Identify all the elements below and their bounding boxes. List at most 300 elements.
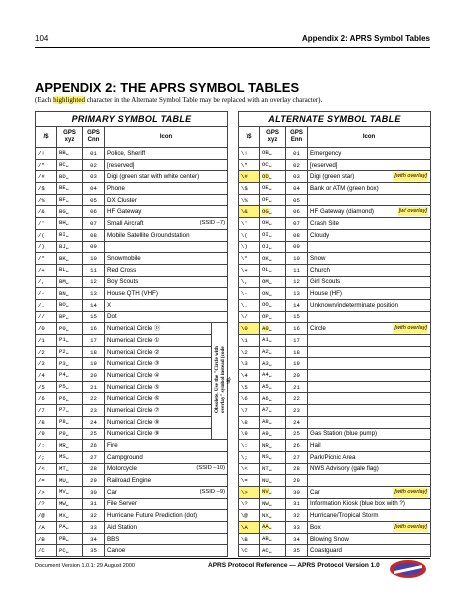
table-row — [36, 218, 228, 230]
table-row — [36, 229, 228, 241]
symbol-code: /( — [36, 229, 57, 241]
symbol-code: \, — [239, 276, 260, 288]
subtitle-post: character in the Alternate Symbol Table may be replaced with an overlay character). — [84, 96, 323, 104]
space-marker: ␣ — [268, 525, 272, 531]
space-marker: ␣ — [65, 268, 69, 274]
gps-xyz-code — [57, 171, 83, 183]
gps-enn-code: 16 — [286, 323, 308, 335]
gps-xyz-code — [260, 475, 286, 487]
space-marker: ␣ — [268, 244, 272, 250]
gps-xyz-value: OB — [262, 149, 269, 157]
icon-description — [105, 194, 228, 206]
gps-enn-code: 08 — [286, 229, 308, 241]
symbol-code: \" — [239, 159, 260, 171]
space-marker: ␣ — [65, 396, 69, 402]
icon-label: BBS — [107, 535, 120, 543]
gps-enn-code: 12 — [286, 276, 308, 288]
table-row — [239, 486, 431, 498]
table-row — [239, 416, 431, 428]
table-row — [239, 393, 431, 405]
gps-cnn-code: 21 — [83, 381, 105, 393]
gps-xyz-code — [57, 451, 83, 463]
symbol-code: /* — [36, 253, 57, 265]
icon-description — [105, 475, 228, 487]
gps-enn-code: 06 — [286, 206, 308, 218]
icon-label: X — [107, 301, 112, 309]
icon-description — [308, 194, 431, 206]
gps-xyz-value: NW — [262, 499, 269, 507]
gps-xyz-code — [260, 311, 286, 323]
symbol-code: /1 — [36, 335, 57, 347]
symbol-code: \' — [239, 218, 260, 230]
space-marker: ␣ — [268, 186, 272, 192]
icon-description — [308, 545, 431, 557]
icon-label: Numerical Circle ③ — [107, 360, 160, 368]
space-marker: ␣ — [268, 548, 272, 554]
table-row — [36, 148, 228, 160]
gps-enn-code: 01 — [286, 148, 308, 160]
appendix-subtitle — [35, 96, 322, 104]
space-marker: ␣ — [268, 478, 272, 484]
symbol-code: \C — [239, 545, 260, 557]
footer-reference: APRS Protocol Reference — APRS Protocol Version 1.0 — [208, 562, 380, 569]
table-row — [36, 463, 228, 475]
symbol-code: /$ — [36, 183, 57, 195]
subtitle-pre: (Each — [35, 96, 54, 104]
table-row — [36, 393, 228, 405]
table-row — [36, 498, 228, 510]
gps-enn-code: 02 — [286, 159, 308, 171]
gps-cnn-code: 02 — [83, 159, 105, 171]
gps-xyz-value: A9 — [262, 429, 269, 437]
gps-xyz-code — [57, 522, 83, 534]
space-marker: ␣ — [65, 338, 69, 344]
symbol-code: \5 — [239, 381, 260, 393]
symbol-code: \1 — [239, 335, 260, 347]
space-marker: ␣ — [268, 373, 272, 379]
icon-ssid: (SSID –7) — [199, 219, 226, 226]
icon-description — [308, 498, 431, 510]
icon-label: Cloudy — [310, 231, 330, 239]
gps-xyz-value: OI — [262, 231, 269, 239]
space-marker: ␣ — [268, 537, 272, 543]
symbol-code: /@ — [36, 510, 57, 522]
space-marker: ␣ — [268, 443, 272, 449]
gps-xyz-value: BN — [59, 289, 66, 297]
space-marker: ␣ — [268, 501, 272, 507]
icon-label: Hurricane Future Prediction (dot) — [107, 512, 198, 520]
icon-description — [308, 533, 431, 545]
gps-enn-code: 15 — [286, 311, 308, 323]
icon-label: Railroad Engine — [107, 477, 152, 485]
table-row — [239, 311, 431, 323]
table-row — [239, 370, 431, 382]
icon-description — [105, 241, 228, 253]
gps-xyz-value: OG — [262, 207, 269, 215]
symbol-code: \@ — [239, 510, 260, 522]
icon-description — [308, 253, 431, 265]
icon-label: Car — [107, 488, 117, 496]
icon-description — [105, 405, 212, 417]
space-marker: ␣ — [65, 209, 69, 215]
gps-xyz-value: OJ — [262, 242, 269, 250]
space-marker: ␣ — [65, 525, 69, 531]
header-rule — [35, 47, 430, 48]
icon-label: Box — [310, 523, 321, 531]
symbol-code: \? — [239, 498, 260, 510]
table-row — [36, 299, 228, 311]
gps-enn-code: 04 — [286, 183, 308, 195]
icon-label: Mobile Satellite Groundstation — [107, 231, 190, 239]
icon-label: Gas Station (blue pump) — [310, 430, 378, 438]
overlay-tag: [with overlay] — [394, 325, 427, 332]
symbol-code: \0 — [239, 323, 260, 335]
gps-cnn-code: 18 — [83, 346, 105, 358]
table-row — [239, 346, 431, 358]
gps-cnn-code: 03 — [83, 171, 105, 183]
table-row — [239, 206, 431, 218]
gps-enn-code: 25 — [286, 428, 308, 440]
gps-xyz-value: OL — [262, 266, 269, 274]
gps-xyz-code — [57, 311, 83, 323]
gps-xyz-code — [57, 194, 83, 206]
space-marker: ␣ — [65, 350, 69, 356]
space-marker: ␣ — [65, 314, 69, 320]
symbol-code: \( — [239, 229, 260, 241]
gps-xyz-code — [260, 451, 286, 463]
symbol-code: \2 — [239, 346, 260, 358]
icon-label: Numerical Circle ⑤ — [107, 383, 160, 391]
icon-label: Hurricane/Tropical Storm — [310, 512, 379, 520]
table-row — [36, 428, 228, 440]
symbol-code: /% — [36, 194, 57, 206]
gps-xyz-value: NU — [262, 476, 269, 484]
gps-xyz-value: A6 — [262, 394, 269, 402]
gps-cnn-code: 20 — [83, 370, 105, 382]
gps-xyz-code — [260, 229, 286, 241]
gps-xyz-code — [57, 276, 83, 288]
page-header — [35, 34, 430, 46]
gps-xyz-value: P8 — [59, 418, 66, 426]
gps-xyz-code — [57, 299, 83, 311]
icon-description — [308, 370, 431, 382]
table-row — [36, 311, 228, 323]
symbol-code: /& — [36, 206, 57, 218]
symbol-code: \$ — [239, 183, 260, 195]
icon-label: Numerical Circle ⑦ — [107, 406, 160, 414]
gps-enn-code: 35 — [286, 545, 308, 557]
table-row — [36, 545, 228, 557]
icon-label: Campground — [107, 453, 143, 461]
table-row — [239, 451, 431, 463]
gps-xyz-value: OF — [262, 196, 269, 204]
page-number: 104 — [35, 34, 49, 43]
gps-enn-code: 31 — [286, 498, 308, 510]
gps-xyz-code — [57, 405, 83, 417]
table-row — [239, 229, 431, 241]
gps-cnn-code: 17 — [83, 335, 105, 347]
gps-enn-code: 18 — [286, 346, 308, 358]
gps-xyz-code — [260, 183, 286, 195]
symbol-code: /" — [36, 159, 57, 171]
gps-enn-code: 11 — [286, 264, 308, 276]
gps-xyz-code — [260, 463, 286, 475]
icon-label: Numerical Circle ② — [107, 348, 160, 356]
gps-cnn-code: 15 — [83, 311, 105, 323]
gps-xyz-value: A8 — [262, 418, 269, 426]
space-marker: ␣ — [268, 256, 272, 262]
gps-xyz-value: A7 — [262, 406, 269, 414]
table-row — [36, 440, 228, 452]
icon-description — [308, 276, 431, 288]
icon-description — [308, 393, 431, 405]
gps-xyz-code — [260, 522, 286, 534]
icon-description — [308, 288, 431, 300]
symbol-code: \% — [239, 194, 260, 206]
icon-label: Numerical Circle ⓪ — [107, 325, 161, 333]
gps-xyz-code — [260, 440, 286, 452]
space-marker: ␣ — [268, 338, 272, 344]
icon-description — [105, 428, 212, 440]
space-marker: ␣ — [65, 198, 69, 204]
gps-enn-code: 09 — [286, 241, 308, 253]
icon-label: NWS Advisory (gale flag) — [310, 465, 379, 473]
gps-xyz-value: OM — [262, 277, 269, 285]
icon-label: House (HF) — [310, 290, 342, 298]
icon-description — [308, 463, 431, 475]
table-row — [239, 264, 431, 276]
gps-cnn-code: 05 — [83, 194, 105, 206]
icon-label: Small Aircraft — [107, 219, 144, 227]
table-row — [239, 253, 431, 265]
gps-xyz-code — [57, 545, 83, 557]
gps-xyz-value: MT — [59, 464, 66, 472]
table-row — [239, 159, 431, 171]
symbol-code: /0 — [36, 323, 57, 335]
gps-xyz-code — [260, 218, 286, 230]
gps-xyz-value: A5 — [262, 383, 269, 391]
table-row — [36, 323, 228, 335]
icon-description — [105, 346, 212, 358]
gps-cnn-code: 14 — [83, 299, 105, 311]
space-marker: ␣ — [65, 233, 69, 239]
icon-description — [105, 183, 228, 195]
table-row — [36, 264, 228, 276]
gps-enn-code: 03 — [286, 171, 308, 183]
gps-cnn-code: 11 — [83, 264, 105, 276]
icon-description — [105, 522, 228, 534]
icon-label: Fire — [107, 442, 118, 450]
symbol-code: /, — [36, 276, 57, 288]
gps-xyz-value: A4 — [262, 371, 269, 379]
space-marker: ␣ — [65, 490, 69, 496]
icon-description — [105, 463, 228, 475]
overlay-tag: [with overlay] — [394, 173, 427, 180]
space-marker: ␣ — [268, 291, 272, 297]
table-row — [36, 241, 228, 253]
space-marker: ␣ — [268, 279, 272, 285]
space-marker: ␣ — [268, 361, 272, 367]
icon-description — [308, 405, 431, 417]
gps-xyz-code — [57, 253, 83, 265]
table-row — [239, 323, 431, 335]
icon-label: Emergency — [310, 149, 342, 157]
symbol-code: \4 — [239, 370, 260, 382]
gps-enn-code: 17 — [286, 335, 308, 347]
table-row — [36, 416, 228, 428]
gps-cnn-code: 04 — [83, 183, 105, 195]
symbol-code: \3 — [239, 358, 260, 370]
gps-xyz-code — [57, 416, 83, 428]
icon-description — [308, 381, 431, 393]
symbol-code: \/ — [239, 311, 260, 323]
gps-xyz-code — [57, 241, 83, 253]
symbol-code: /2 — [36, 346, 57, 358]
symbol-code: /? — [36, 498, 57, 510]
icon-label: Blowing Snow — [310, 535, 349, 543]
icon-description — [105, 218, 228, 230]
symbol-code: /! — [36, 148, 57, 160]
table-row — [239, 288, 431, 300]
gps-xyz-code — [57, 440, 83, 452]
icon-label: Park/Picnic Area — [310, 453, 356, 461]
table-row — [36, 370, 228, 382]
gps-xyz-code — [57, 218, 83, 230]
gps-enn-code: 14 — [286, 299, 308, 311]
gps-cnn-code: 12 — [83, 276, 105, 288]
gps-cnn-code: 33 — [83, 522, 105, 534]
icon-label: [reserved] — [310, 161, 338, 169]
footer-rule — [35, 558, 430, 559]
table-row — [239, 276, 431, 288]
symbol-code: /< — [36, 463, 57, 475]
primary-col-xyz: GPS xyz — [57, 127, 83, 148]
gps-xyz-value: BP — [59, 312, 66, 320]
gps-xyz-value: P3 — [59, 359, 66, 367]
primary-col-cnn: GPS Cnn — [83, 127, 105, 148]
table-row — [36, 358, 228, 370]
gps-xyz-value: AB — [262, 535, 269, 543]
space-marker: ␣ — [268, 431, 272, 437]
icon-label: HF Gateway (diamond) — [310, 208, 374, 216]
gps-xyz-value: BF — [59, 196, 66, 204]
icon-description — [105, 171, 228, 183]
gps-xyz-value: BE — [59, 184, 66, 192]
gps-xyz-code — [57, 393, 83, 405]
gps-xyz-code — [57, 264, 83, 276]
icon-description — [308, 522, 431, 534]
gps-xyz-code — [260, 393, 286, 405]
symbol-code: \- — [239, 288, 260, 300]
gps-xyz-code — [260, 253, 286, 265]
space-marker: ␣ — [65, 408, 69, 414]
alternate-symbol-table — [238, 111, 431, 557]
table-row — [239, 510, 431, 522]
gps-xyz-code — [57, 288, 83, 300]
table-row — [239, 428, 431, 440]
icon-description — [308, 323, 431, 335]
gps-cnn-code: 19 — [83, 358, 105, 370]
gps-cnn-code: 06 — [83, 206, 105, 218]
table-row — [239, 545, 431, 557]
space-marker: ␣ — [65, 537, 69, 543]
gps-xyz-code — [260, 381, 286, 393]
gps-cnn-code: 10 — [83, 253, 105, 265]
gps-xyz-value: MV — [59, 488, 66, 496]
gps-xyz-value: ON — [262, 289, 269, 297]
gps-cnn-code: 28 — [83, 463, 105, 475]
overlay-tag: [w/ overlay] — [398, 208, 427, 215]
symbol-code: /4 — [36, 370, 57, 382]
gps-enn-code: 22 — [286, 393, 308, 405]
gps-xyz-value: A0 — [262, 324, 269, 332]
gps-xyz-value: P4 — [59, 371, 66, 379]
icon-description — [105, 323, 212, 335]
icon-description — [105, 370, 212, 382]
table-row — [36, 405, 228, 417]
symbol-code: \. — [239, 299, 260, 311]
gps-cnn-code: 09 — [83, 241, 105, 253]
icon-label: Numerical Circle ⑥ — [107, 395, 160, 403]
icon-ssid: (SSID –10) — [196, 465, 226, 472]
table-row — [239, 148, 431, 160]
space-marker: ␣ — [65, 385, 69, 391]
space-marker: ␣ — [65, 455, 69, 461]
gps-cnn-code: 08 — [83, 229, 105, 241]
gps-cnn-code: 13 — [83, 288, 105, 300]
gps-xyz-code — [260, 486, 286, 498]
icon-description — [308, 346, 431, 358]
symbol-code: \* — [239, 253, 260, 265]
icon-label: Girl Scouts — [310, 278, 341, 286]
icon-label: Coastguard — [310, 547, 342, 555]
gps-xyz-code — [260, 358, 286, 370]
icon-label: House QTH (VHF) — [107, 290, 158, 298]
icon-label: Crash Site — [310, 219, 339, 227]
symbol-code: /) — [36, 241, 57, 253]
gps-enn-code: 23 — [286, 405, 308, 417]
icon-description — [105, 159, 228, 171]
gps-xyz-value: AC — [262, 546, 269, 554]
gps-xyz-value: PC — [59, 546, 66, 554]
space-marker: ␣ — [65, 221, 69, 227]
gps-xyz-code — [57, 159, 83, 171]
table-row — [36, 276, 228, 288]
gps-xyz-value: MS — [59, 453, 66, 461]
space-marker: ␣ — [65, 151, 69, 157]
space-marker: ␣ — [65, 373, 69, 379]
symbol-code: /> — [36, 486, 57, 498]
table-row — [36, 335, 228, 347]
gps-enn-code: 05 — [286, 194, 308, 206]
symbol-code: \! — [239, 148, 260, 160]
gps-xyz-code — [260, 299, 286, 311]
table-row — [239, 183, 431, 195]
space-marker: ␣ — [65, 361, 69, 367]
gps-enn-code: 32 — [286, 510, 308, 522]
space-marker: ␣ — [65, 420, 69, 426]
primary-table-title: PRIMARY SYMBOL TABLE — [36, 112, 228, 127]
gps-enn-code: 30 — [286, 486, 308, 498]
icon-label: HF Gateway — [107, 208, 142, 216]
space-marker: ␣ — [268, 174, 272, 180]
symbol-code: /. — [36, 299, 57, 311]
symbol-code: \9 — [239, 428, 260, 440]
symbol-code: /3 — [36, 358, 57, 370]
tapr-logo-icon — [388, 557, 428, 581]
gps-xyz-code — [260, 206, 286, 218]
gps-xyz-value: BC — [59, 161, 66, 169]
